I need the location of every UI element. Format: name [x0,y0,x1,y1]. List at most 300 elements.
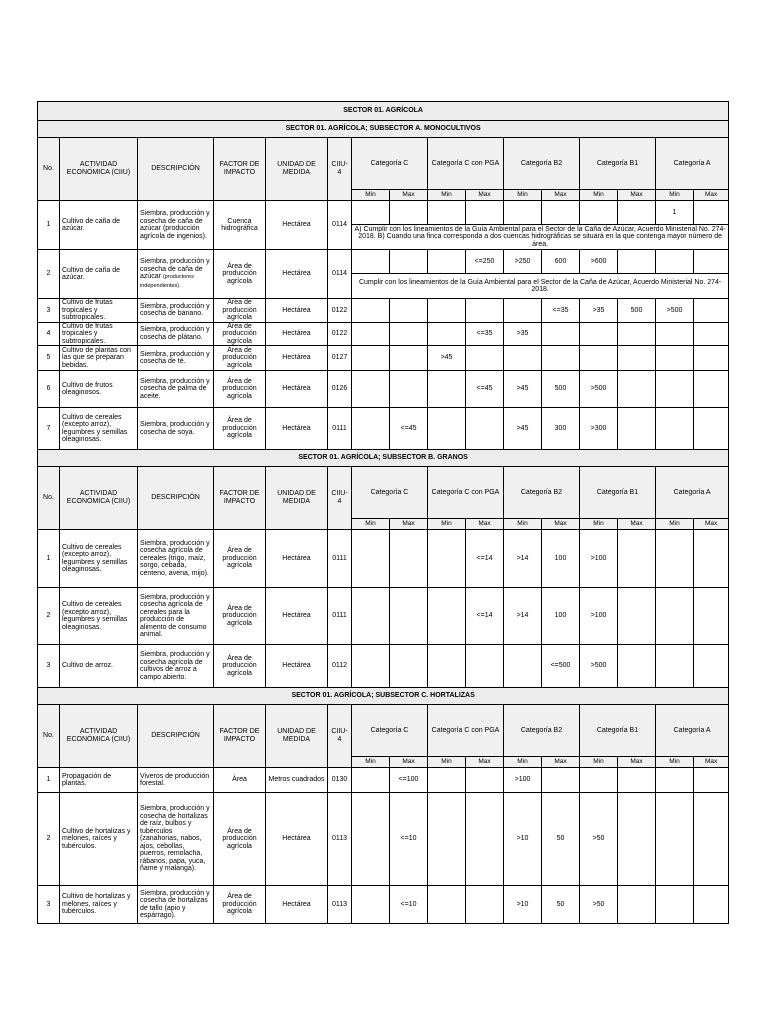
min-header: Min [428,190,466,201]
category-b2-header: Categoría B2 [504,705,580,757]
col-unidad-header: UNIDAD DE MEDIDA [266,705,328,768]
table-title: SECTOR 01. AGRÍCOLA [38,102,729,121]
value-a-max [694,371,729,408]
max-header: Max [542,519,580,530]
description-cell [138,408,214,450]
classification-table [37,101,729,924]
value-c-max: <=100 [390,768,428,793]
value-b1-max [618,793,656,886]
description-text: Siembra, producción y cosecha de caña de azúcar (producción agrícola de ingenios). [140,210,210,240]
description-text: Siembra, producción y cosecha de soya. [140,421,210,436]
description-cell [138,793,214,886]
col-actividad-header: ACTIVIDAD ECONÓMICA (CIIU) [60,705,138,768]
impact-factor-cell: Área de producción agrícola [214,645,266,688]
value-cpga-min [428,250,466,274]
value-b1-max [618,408,656,450]
value-c-min [352,201,390,225]
value-b2-min: >14 [504,530,542,588]
description-cell [138,886,214,924]
col-ciiu-header: CIIU-4 [328,705,352,768]
impact-factor-cell: Área de producción agrícola [214,408,266,450]
max-header: Max [542,190,580,201]
description-cell [138,588,214,645]
value-cpga-min [428,768,466,793]
value-cpga-max [466,201,504,225]
section-subtitle: SECTOR 01. AGRÍCOLA; SUBSECTOR A. MONOCULTIVOS [38,121,729,138]
category-b1-header: Categoría B1 [580,467,656,519]
category-b1-header: Categoría B1 [580,138,656,190]
col-ciiu-header: CIIU-4 [328,467,352,530]
unit-cell: Hectárea [266,530,328,588]
max-header: Max [694,519,729,530]
activity-cell: Cultivo de arroz. [60,645,138,688]
category-b2-header: Categoría B2 [504,467,580,519]
value-b1-min: >50 [580,886,618,924]
value-c-min [352,371,390,408]
impact-factor-cell: Área de producción agrícola [214,886,266,924]
value-cpga-min [428,530,466,588]
description-cell [138,768,214,793]
col-no-header: No. [38,467,60,530]
value-b1-max [618,201,656,225]
unit-cell: Hectárea [266,588,328,645]
value-a-min [656,768,694,793]
value-cpga-min [428,322,466,346]
max-header: Max [618,757,656,768]
description-text: Viveros de producción forestal. [140,772,210,787]
value-b2-max: 100 [542,530,580,588]
table-row [38,588,729,645]
min-header: Min [656,190,694,201]
row-number: 1 [38,530,60,588]
min-header: Min [580,757,618,768]
header-row [38,138,729,190]
impact-factor-cell: Área de producción agrícola [214,588,266,645]
value-cpga-max [466,793,504,886]
header-row [38,705,729,757]
unit-cell: Hectárea [266,408,328,450]
value-b1-min [580,768,618,793]
value-c-min [352,346,390,371]
value-b2-max [542,322,580,346]
col-factor-header: FACTOR DE IMPACTO [214,705,266,768]
col-descripcion-header: DESCRIPCIÓN [138,705,214,768]
table-row [38,408,729,450]
value-a-max [694,299,729,323]
row-number: 2 [38,793,60,886]
value-b1-min: >100 [580,530,618,588]
impact-factor-cell: Área de producción agrícola [214,346,266,371]
col-descripcion-header: DESCRIPCIÓN [138,467,214,530]
value-c-max [390,250,428,274]
min-header: Min [352,519,390,530]
unit-cell: Hectárea [266,645,328,688]
value-b2-max: <=35 [542,299,580,323]
unit-cell: Hectárea [266,371,328,408]
row-number: 1 [38,201,60,250]
row-number: 5 [38,346,60,371]
value-b2-max: 50 [542,886,580,924]
min-header: Min [580,519,618,530]
min-header: Min [352,757,390,768]
value-b2-min: >10 [504,886,542,924]
col-ciiu-header: CIIU-4 [328,138,352,201]
value-a-max [694,530,729,588]
value-c-max: <=10 [390,886,428,924]
activity-cell: Cultivo de cereales (excepto arroz), legumbres y semillas oleaginosas. [60,408,138,450]
row-number: 3 [38,299,60,323]
value-b2-min: >45 [504,408,542,450]
min-header: Min [504,519,542,530]
value-b1-max [618,768,656,793]
value-a-max [694,793,729,886]
value-b2-min [504,299,542,323]
value-cpga-max [466,299,504,323]
activity-cell: Cultivo de cereales (excepto arroz), legumbres y semillas oleaginosas. [60,530,138,588]
table-row [38,371,729,408]
description-text: Siembra, producción y cosecha de hortalizas de raíz, bulbos y tubérculos (zanahorias, nabos, ajos, cebollas, puerros, remolacha, rábanos, papa, yuca, ñame y malanga). [140,805,210,873]
col-unidad-header: UNIDAD DE MEDIDA [266,138,328,201]
value-cpga-min: >45 [428,346,466,371]
value-a-min [656,645,694,688]
category-b2-header: Categoría B2 [504,138,580,190]
value-b1-min: >300 [580,408,618,450]
value-c-min [352,250,390,274]
table-row [38,250,729,274]
ciiu-cell: 0127 [328,346,352,371]
impact-factor-cell: Área de producción agrícola [214,250,266,299]
value-a-max [694,645,729,688]
value-b1-max [618,250,656,274]
value-b2-min [504,346,542,371]
guideline-note: A) Cumplir con los lineamientos de la Guía Ambiental para el Sector de la Caña de Azúcar, Acuerdo Ministerial No. 274-2018. B) Cuando una finca corresponda a dos cuencas hidrográficas se situará en la que contenga mayor número de área. [352,225,729,250]
value-c-max [390,322,428,346]
max-header: Max [390,519,428,530]
impact-factor-cell: Área [214,768,266,793]
value-b1-max [618,322,656,346]
category-b1-header: Categoría B1 [580,705,656,757]
value-b2-min [504,201,542,225]
value-cpga-min [428,645,466,688]
value-c-max [390,588,428,645]
activity-cell: Cultivo de caña de azúcar. [60,250,138,299]
value-b2-min: >10 [504,793,542,886]
unit-cell: Hectárea [266,322,328,346]
value-a-max [694,588,729,645]
unit-cell: Hectárea [266,346,328,371]
value-c-max [390,346,428,371]
table-row [38,645,729,688]
row-number: 2 [38,588,60,645]
value-a-min [656,250,694,274]
activity-cell: Propagación de plantas. [60,768,138,793]
table-row [38,346,729,371]
value-a-min [656,886,694,924]
value-c-min [352,530,390,588]
col-factor-header: FACTOR DE IMPACTO [214,138,266,201]
guideline-note: Cumplir con los lineamientos de la Guía Ambiental para el Sector de la Caña de Azúcar, Acuerdo Ministerial No. 274-2018. [352,274,729,299]
category-c-pga-header: Categoría C con PGA [428,467,504,519]
value-b1-max [618,371,656,408]
category-c-header: Categoría C [352,705,428,757]
value-b2-max: <=500 [542,645,580,688]
min-header: Min [504,757,542,768]
max-header: Max [390,757,428,768]
value-b1-max [618,886,656,924]
row-number: 3 [38,886,60,924]
value-c-max [390,645,428,688]
value-c-min [352,299,390,323]
value-b1-max: 500 [618,299,656,323]
section-subtitle: SECTOR 01. AGRÍCOLA; SUBSECTOR C. HORTALIZAS [38,688,729,705]
value-b2-min: >100 [504,768,542,793]
value-a-max [694,250,729,274]
value-cpga-min [428,886,466,924]
value-cpga-max [466,408,504,450]
value-a-min: >500 [656,299,694,323]
value-c-min [352,588,390,645]
unit-cell: Metros cuadrados [266,768,328,793]
max-header: Max [694,757,729,768]
value-b1-max [618,588,656,645]
category-c-pga-header: Categoría C con PGA [428,705,504,757]
min-header: Min [428,757,466,768]
value-cpga-min [428,201,466,225]
ciiu-cell: 0111 [328,588,352,645]
value-cpga-min [428,299,466,323]
category-a-header: Categoría A [656,467,729,519]
description-cell [138,645,214,688]
value-b2-min: >45 [504,371,542,408]
value-c-min [352,645,390,688]
ciiu-cell: 0122 [328,299,352,323]
ciiu-cell: 0111 [328,530,352,588]
col-actividad-header: ACTIVIDAD ECONÓMICA (CIIU) [60,138,138,201]
value-b2-max: 500 [542,371,580,408]
value-b1-min: >600 [580,250,618,274]
min-header: Min [352,190,390,201]
col-descripcion-header: DESCRIPCIÓN [138,138,214,201]
description-text: Siembra, producción y cosecha de palma de aceite. [140,377,210,400]
value-b2-max: 300 [542,408,580,450]
value-a-min [656,530,694,588]
value-b2-min: >14 [504,588,542,645]
value-cpga-min [428,793,466,886]
value-c-min [352,793,390,886]
value-cpga-max [466,346,504,371]
value-cpga-min [428,371,466,408]
value-c-min [352,886,390,924]
activity-cell: Cultivo de frutas tropicales y subtropicales. [60,299,138,323]
unit-cell: Hectárea [266,793,328,886]
value-cpga-max [466,768,504,793]
row-number: 4 [38,322,60,346]
value-cpga-max: <=250 [466,250,504,274]
ciiu-cell: 0113 [328,793,352,886]
activity-cell: Cultivo de plantas con las que se preparan bebidas. [60,346,138,371]
row-number: 1 [38,768,60,793]
row-number: 2 [38,250,60,299]
value-cpga-max [466,645,504,688]
description-cell [138,299,214,323]
description-text: Siembra, producción y cosecha de plátano. [140,326,210,341]
category-a-header: Categoría A [656,705,729,757]
unit-cell: Hectárea [266,299,328,323]
activity-cell: Cultivo de frutos oleaginosos. [60,371,138,408]
col-unidad-header: UNIDAD DE MEDIDA [266,467,328,530]
value-cpga-max [466,886,504,924]
ciiu-cell: 0130 [328,768,352,793]
min-header: Min [656,757,694,768]
value-a-max [694,322,729,346]
value-a-min [656,793,694,886]
section-subtitle-row [38,688,729,705]
value-b1-min: >50 [580,793,618,886]
value-b1-min: >500 [580,645,618,688]
value-b1-min: >100 [580,588,618,645]
col-factor-header: FACTOR DE IMPACTO [214,467,266,530]
value-b1-max [618,645,656,688]
table-row [38,886,729,924]
value-b1-min [580,201,618,225]
row-number: 3 [38,645,60,688]
value-a-min: 1 [656,201,694,225]
min-header: Min [580,190,618,201]
value-b2-max: 50 [542,793,580,886]
description-cell [138,201,214,250]
max-header: Max [466,190,504,201]
value-c-min [352,322,390,346]
value-c-max: <=10 [390,793,428,886]
ciiu-cell: 0122 [328,322,352,346]
table-row [38,530,729,588]
activity-cell: Cultivo de hortalizas y melones, raíces y tubérculos. [60,886,138,924]
col-no-header: No. [38,705,60,768]
value-b2-min: >250 [504,250,542,274]
value-a-min [656,346,694,371]
row-number: 7 [38,408,60,450]
value-b2-max [542,768,580,793]
value-b2-max: 100 [542,588,580,645]
table-row [38,299,729,323]
value-a-max [694,886,729,924]
category-c-header: Categoría C [352,467,428,519]
value-a-max [694,408,729,450]
description-text: Siembra, producción y cosecha de hortalizas de tallo (apio y espárrago). [140,889,210,919]
ciiu-cell: 0126 [328,371,352,408]
title-row [38,102,729,121]
max-header: Max [694,190,729,201]
unit-cell: Hectárea [266,250,328,299]
category-c-header: Categoría C [352,138,428,190]
value-c-min [352,408,390,450]
value-b1-min [580,322,618,346]
value-c-max: <=45 [390,408,428,450]
min-header: Min [656,519,694,530]
impact-factor-cell: Área de producción agrícola [214,371,266,408]
value-b1-min: >500 [580,371,618,408]
value-b2-max [542,201,580,225]
value-a-max [694,201,729,225]
activity-cell: Cultivo de frutas tropicales y subtropicales. [60,322,138,346]
col-actividad-header: ACTIVIDAD ECONÓMICA (CIIU) [60,467,138,530]
ciiu-cell: 0113 [328,886,352,924]
value-b1-max [618,530,656,588]
max-header: Max [542,757,580,768]
unit-cell: Hectárea [266,201,328,250]
description-cell [138,371,214,408]
value-a-max [694,768,729,793]
unit-cell: Hectárea [266,886,328,924]
value-cpga-max: <=14 [466,588,504,645]
description-cell [138,530,214,588]
impact-factor-cell: Área de producción agrícola [214,530,266,588]
table-row [38,768,729,793]
max-header: Max [618,190,656,201]
value-cpga-min [428,588,466,645]
max-header: Max [466,519,504,530]
category-c-pga-header: Categoría C con PGA [428,138,504,190]
section-subtitle-row [38,121,729,138]
value-a-max [694,346,729,371]
value-b1-min [580,346,618,371]
value-b2-max: 600 [542,250,580,274]
value-c-max [390,371,428,408]
activity-cell: Cultivo de cereales (excepto arroz), legumbres y semillas oleaginosas. [60,588,138,645]
max-header: Max [618,519,656,530]
value-c-max [390,299,428,323]
description-text: Siembra, producción y cosecha agrícola de cultivos de arroz a campo abierto. [140,651,210,681]
ciiu-cell: 0111 [328,408,352,450]
value-b1-max [618,346,656,371]
description-text: Siembra, producción y cosecha de banano. [140,302,210,318]
value-a-min [656,408,694,450]
impact-factor-cell: Área de producción agrícola [214,299,266,323]
description-text: Siembra, producción y cosecha agrícola de cereales para la producción de alimento de consumo animal. [140,593,210,638]
description-note: (productores independientes). [140,274,194,289]
activity-cell: Cultivo de caña de azúcar. [60,201,138,250]
impact-factor-cell: Cuenca hidrográfica [214,201,266,250]
row-number: 6 [38,371,60,408]
header-row [38,467,729,519]
max-header: Max [390,190,428,201]
description-text: Siembra, producción y cosecha de caña de azúcar [140,258,210,280]
description-cell [138,250,214,299]
ciiu-cell: 0114 [328,201,352,250]
description-text: Siembra, producción y cosecha de té. [140,350,210,365]
value-cpga-max: <=35 [466,322,504,346]
description-cell [138,346,214,371]
value-b2-min: >35 [504,322,542,346]
value-a-min [656,322,694,346]
impact-factor-cell: Área de producción agrícola [214,793,266,886]
table-row [38,201,729,225]
description-cell [138,322,214,346]
section-subtitle: SECTOR 01. AGRÍCOLA; SUBSECTOR B. GRANOS [38,450,729,467]
value-a-min [656,588,694,645]
description-text: Siembra, producción y cosecha agrícola de cereales (trigo, maíz, sorgo, cebada, centeno, avena, mijo). [140,539,210,577]
value-cpga-max: <=45 [466,371,504,408]
section-subtitle-row [38,450,729,467]
value-a-min [656,371,694,408]
category-a-header: Categoría A [656,138,729,190]
activity-cell: Cultivo de hortalizas y melones, raíces y tubérculos. [60,793,138,886]
value-cpga-min [428,408,466,450]
min-header: Min [504,190,542,201]
col-no-header: No. [38,138,60,201]
value-c-min [352,768,390,793]
ciiu-cell: 0114 [328,250,352,299]
